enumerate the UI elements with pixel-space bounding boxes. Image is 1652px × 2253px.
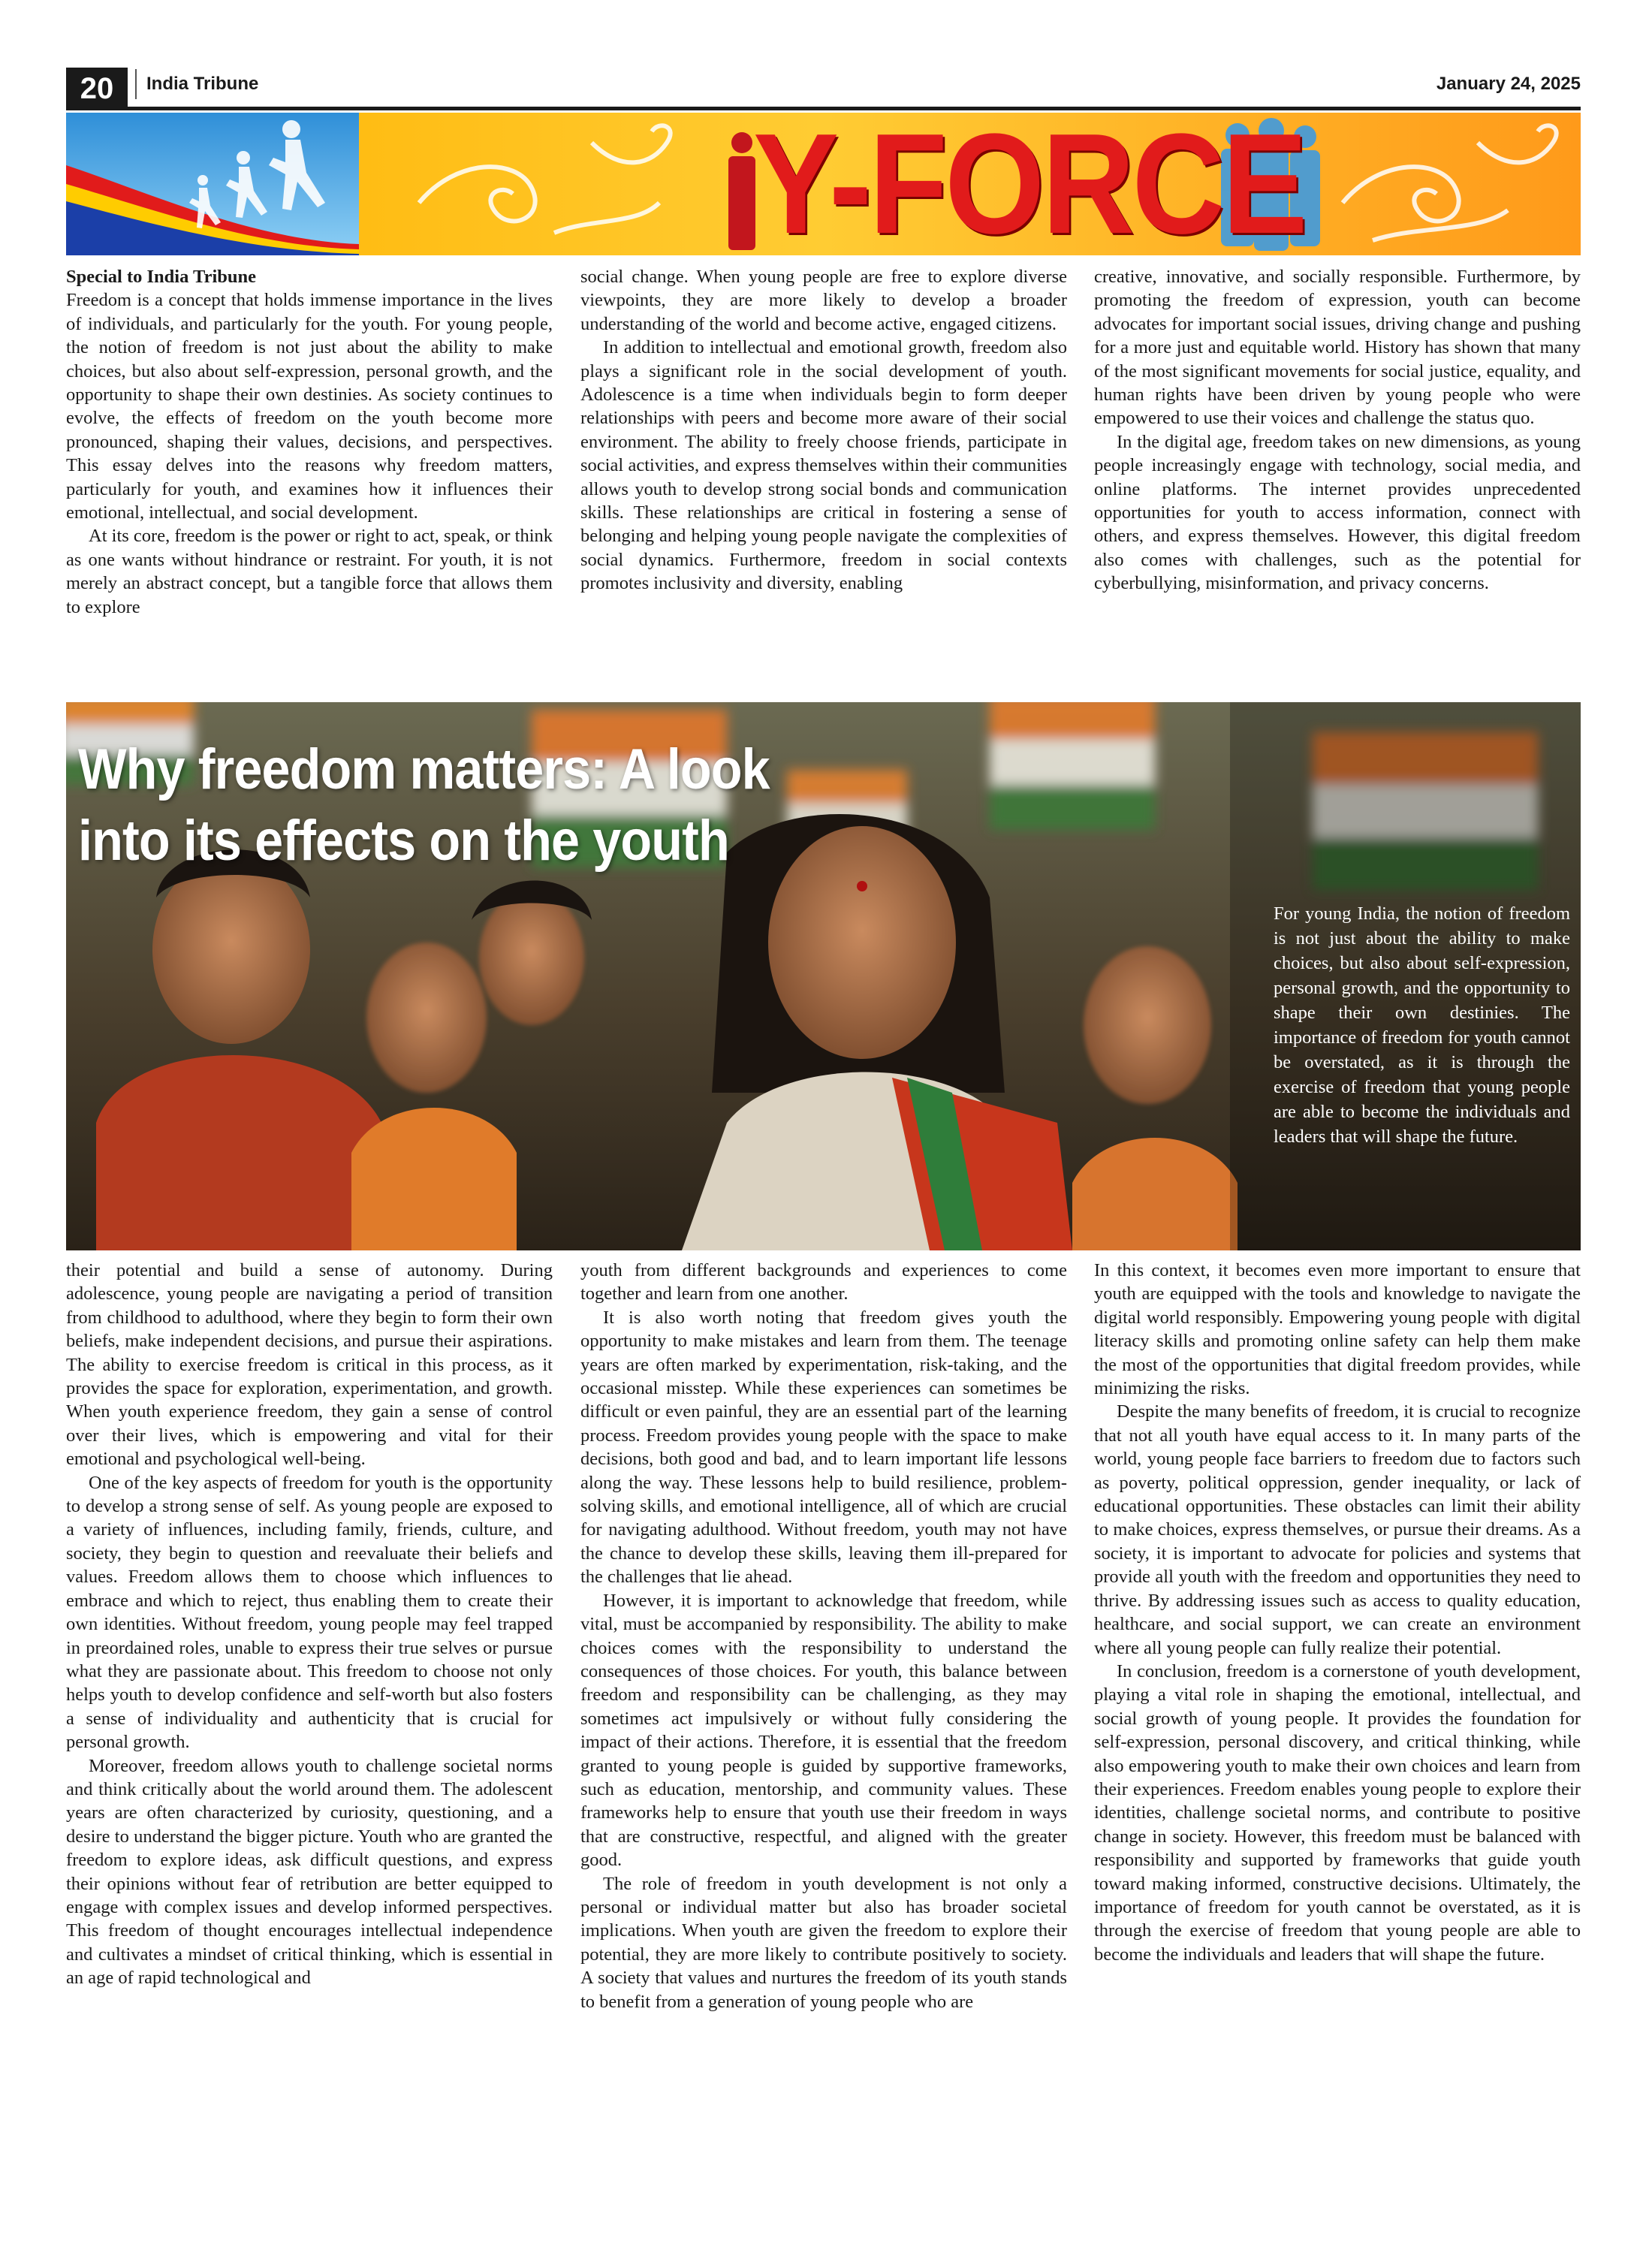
article-column-bottom-1 xyxy=(66,1259,553,1990)
article-headline xyxy=(78,734,821,876)
byline: Special to India Tribune xyxy=(66,267,257,287)
photo-caption: For young India, the notion of freedom is not just about the ability to make choices, but also about self-expression, personal growth, and the opportunity to shape their own destinies. The importance of freedom for youth cannot be overstated, as it is through the exercise of freedom that young people are able to become the individuals and leaders that will shape the future. xyxy=(1274,903,1570,1147)
paragraph: creative, innovative, and socially responsible. Furthermore, by promoting the freedom of expression, youth can become advocates for important social issues, driving change and pushing for a more just and equitable world. History has shown that many of the most significant movements for social justice, equality, and human rights have been driven by young people who were empowered to use their voices and challenge the status quo. xyxy=(1094,267,1581,429)
header-divider xyxy=(135,69,137,99)
header-rule xyxy=(66,107,1581,110)
paragraph: Moreover, freedom allows youth to challenge societal norms and think critically about the world around them. The adolescent years are often characterized by curiosity, questioning, and a desire to understand the bigger picture. Youth who are granted the freedom to explore ideas, ask difficult questions, and express their opinions without fear of retribution are better equipped to engage with complex issues and develop informed perspectives. This freedom of thought encourages intellectual independence and cultivates a mindset of critical thinking, which is essential in an age of rapid technological and xyxy=(66,1755,553,1989)
paragraph: Freedom is a concept that holds immense importance in the lives of individuals, and particularly for the youth. For young people, the notion of freedom is not just about the ability to make choices, but also about self-expression, personal growth, and the opportunity to shape their own destinies. As society continues to evolve, the effects of freedom on the youth become more pronounced, shaping their values, decisions, and perspectives. This essay delves into the reasons why freedom matters, particularly for youth, and examines how it influences their emotional, intellectual, and social development. xyxy=(66,290,553,523)
paragraph: At its core, freedom is the power or right to act, speak, or think as one wants without hindrance or restraint. For youth, it is not merely an abstract concept, but a tangible force that allows them to explore xyxy=(66,526,553,617)
paragraph: Despite the many benefits of freedom, it is crucial to recognize that not all youth have equal access to it. In many parts of the world, young people face barriers to freedom due to factors such as poverty, political oppression, gender inequality, or lack of educational opportunities. These obstacles can limit their ability to make choices, express themselves, or pursue their dreams. As a society, it is important to advocate for policies and systems that provide all youth with the freedom and opportunities they need to thrive. By addressing issues such as access to quality education, healthcare, and social support, we can create an environment where all young people can fully realize their potential. xyxy=(1094,1401,1581,1658)
article-column-top-1 xyxy=(66,265,553,619)
paragraph: youth from different backgrounds and experiences to come together and learn from one another. xyxy=(580,1260,1067,1304)
paragraph: social change. When young people are free to explore diverse viewpoints, they are more likely to develop a broader understanding of the world and become active, engaged citizens. xyxy=(580,267,1067,334)
page-number: 20 xyxy=(66,68,128,110)
paragraph: their potential and build a sense of autonomy. During adolescence, young people are navigating a period of transition from childhood to adulthood, where they begin to form their own beliefs, make independent decisions, and pursue their aspirations. The ability to exercise freedom is critical in this process, as it provides the space for exploration, experimentation, and growth. When youth experience freedom, they gain a sense of control over their lives, which is empowering and vital for their emotional and psychological well-being. xyxy=(66,1260,553,1470)
article-photo xyxy=(66,702,1581,1250)
headline-line-1: Why freedom matters: A look xyxy=(78,737,770,801)
publication-name: India Tribune xyxy=(146,74,259,94)
article-column-top-3 xyxy=(1094,265,1581,596)
paragraph: In conclusion, freedom is a cornerstone of youth development, playing a vital role in shaping the emotional, intellectual, and social growth of young people. It provides the foundation for self-expression, personal discovery, and critical thinking, while also empowering youth to make their own choices and learn from their experiences. Freedom enables young people to explore their identities, challenge societal norms, and contribute to positive change in society. However, this freedom must be balanced with responsibility and supported by frameworks that guide youth toward making informed, constructive decisions. Ultimately, the importance of freedom for youth cannot be overstated, as it is through the exercise of freedom that young people are able to become the individuals and leaders that will shape the future. xyxy=(1094,1660,1581,1965)
headline-line-2: into its effects on the youth xyxy=(78,809,729,873)
paragraph: The role of freedom in youth development is not only a personal or individual matter but also has broader societal implications. When youth are given the freedom to explore their potential, they are more likely to contribute positively to society. A society that values and nurtures the freedom of its youth stands to benefit from a generation of young people who are xyxy=(580,1873,1067,2012)
paragraph: In this context, it becomes even more important to ensure that youth are equipped with the tools and knowledge to navigate the digital world responsibly. Empowering young people with digital literacy skills and promoting online safety can help them make the most of the opportunities that digital freedom provides, while minimizing the risks. xyxy=(1094,1260,1581,1399)
paragraph: One of the key aspects of freedom for youth is the opportunity to develop a strong sense of self. As young people are exposed to a variety of influences, including family, friends, culture, and society, they begin to question and reevaluate their beliefs and values. Freedom allows them to choose which influences to embrace and which to reject, thus enabling them to create their own identities. Without freedom, young people may feel trapped in preordained roles, unable to express their true selves or pursue what they are passionate about. This freedom to choose not only helps youth to develop confidence and self-worth but also fosters a sense of individuality and authenticity that is crucial for personal growth. xyxy=(66,1472,553,1753)
paragraph: In addition to intellectual and emotional growth, freedom also plays a significant role in the social development of youth. Adolescence is a time when individuals begin to form deeper relationships with peers and become more aware of their social environment. The ability to freely choose friends, participate in social activities, and express themselves within their communities allows youth to develop strong social bonds and communication skills. These relationships are critical in fostering a sense of belonging and helping young people navigate the complexities of social dynamics. Furthermore, freedom in social contexts promotes inclusivity and diversity, enabling xyxy=(580,337,1067,594)
issue-date: January 24, 2025 xyxy=(1436,74,1581,94)
article-column-bottom-2 xyxy=(580,1259,1067,2013)
paragraph: In the digital age, freedom takes on new dimensions, as young people increasingly engage with technology, social media, and online platforms. The internet provides unprecedented opportunities for youth to access information, connect with others, and express themselves. However, this digital freedom also comes with challenges, such as the potential for cyberbullying, misinformation, and privacy concerns. xyxy=(1094,431,1581,594)
article-column-top-2 xyxy=(580,265,1067,596)
section-title: Y-FORCE xyxy=(753,113,1305,255)
paragraph: However, it is important to acknowledge that freedom, while vital, must be accompanied by responsibility. The ability to make choices comes with the responsibility to understand the consequences of those choices. For youth, this balance between freedom and responsibility can be challenging, as they may sometimes act impulsively or without fully considering the impact of their actions. Therefore, it is essential that the freedom granted to young people is guided by supportive frameworks, such as education, mentorship, and community values. These frameworks help to ensure that youth use their freedom in ways that are constructive, respectful, and aligned with the greater good. xyxy=(580,1590,1067,1871)
article-column-bottom-3 xyxy=(1094,1259,1581,1966)
paragraph: It is also worth noting that freedom gives youth the opportunity to make mistakes and learn from them. The teenage years are often marked by experimentation, risk-taking, and the occasional misstep. While these experiences can sometimes be difficult or even painful, they are an essential part of the learning process. Freedom provides young people with the space to make decisions, both good and bad, and to learn important life lessons along the way. These lessons help to build resilience, problem-solving skills, and emotional intelligence, all of which are crucial for navigating adulthood. Without freedom, youth may not have the chance to develop these skills, leaving them ill-prepared for the challenges that lie ahead. xyxy=(580,1307,1067,1588)
section-banner xyxy=(66,113,1581,255)
